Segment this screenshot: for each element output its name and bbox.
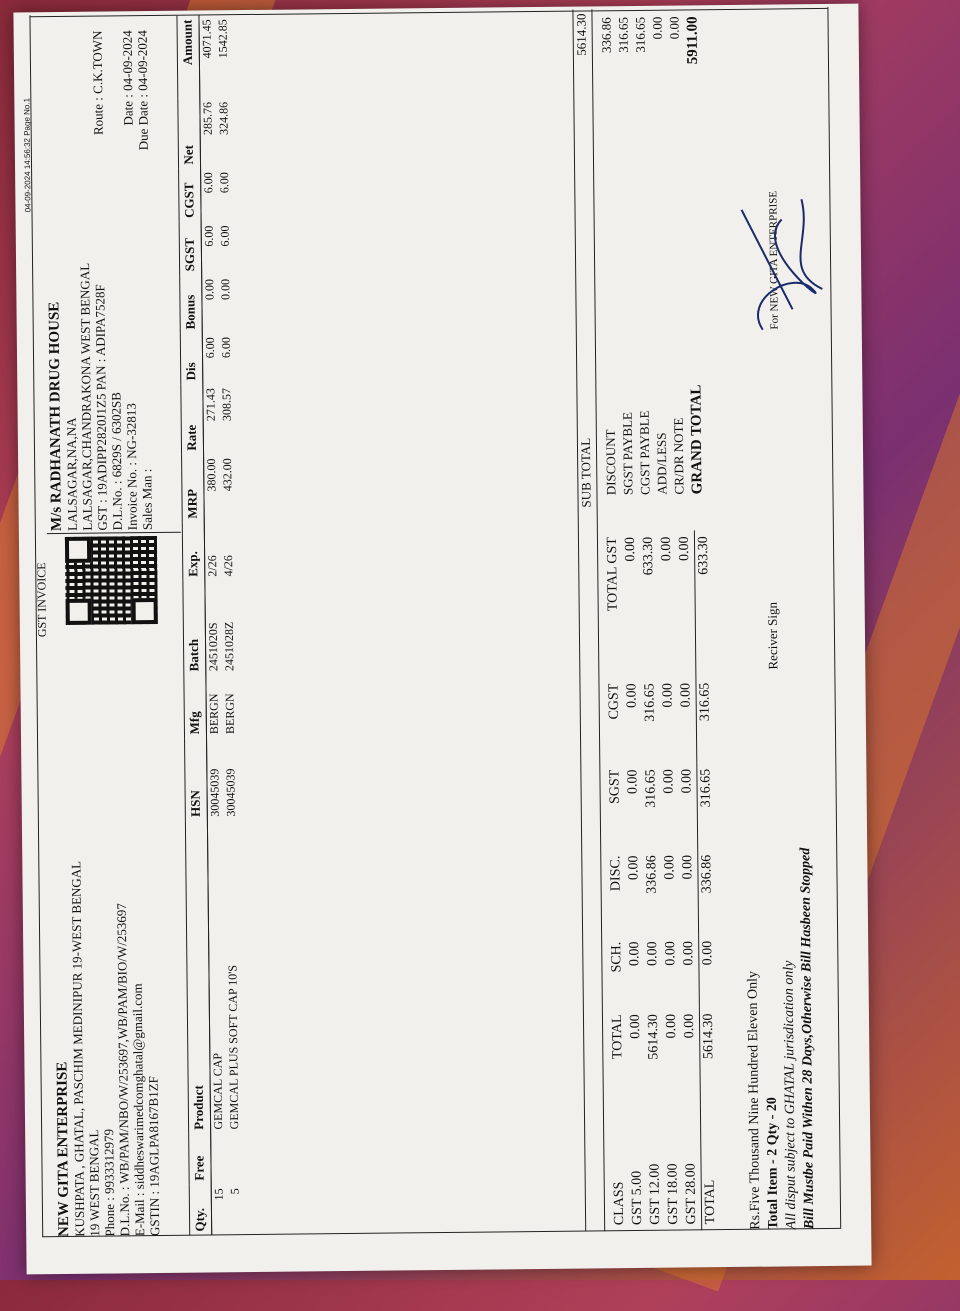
buyer-line-1: LALSAGAR,NA,NA: [63, 417, 81, 531]
cell-exp: 2/26: [205, 555, 220, 577]
class-total-cell: 316.65: [697, 763, 716, 849]
class-cell: 0.00: [628, 1014, 644, 1039]
col-rate: Rate: [181, 384, 204, 455]
cell-exp: 4/26: [220, 555, 236, 577]
summary-value: 336.86: [598, 17, 614, 54]
class-cell: 0.00: [624, 683, 640, 709]
cell-sgst: 6.00: [217, 225, 232, 247]
class-cell: 0.00: [623, 536, 639, 562]
buyer-line-2: LALSAGAR,CHANDRAKONA WEST BENGAL: [77, 262, 96, 531]
class-total-cell: TOTAL: [701, 1105, 721, 1230]
cell-hsn: 30045039: [207, 768, 222, 817]
class-cell: 0.00: [626, 855, 642, 881]
col-qty: Qty.: [189, 1185, 211, 1236]
col-bonus: Bonus: [180, 275, 203, 333]
invoice-footer: [744, 848, 820, 1230]
col-cgst: CGST: [179, 168, 201, 222]
class-cell: 0.00: [662, 855, 678, 880]
class-cell: 336.86: [644, 855, 660, 894]
class-total-cell: 633.30: [695, 530, 715, 677]
cell-amount: 1542.85: [215, 19, 230, 59]
summary-value: 316.65: [632, 16, 648, 53]
buyer-block: [44, 30, 156, 531]
items-table: [176, 15, 243, 1236]
col-net: Net: [178, 98, 201, 169]
summary-table: [598, 10, 707, 501]
cell-bonus: 0.00: [202, 278, 217, 301]
summary-label: CGST PAYBLE: [636, 410, 653, 495]
col-exp: Exp.: [182, 522, 205, 580]
qr-code-icon: [65, 536, 158, 625]
class-cell: GST 18.00: [665, 1163, 682, 1225]
buyer-name: M/s RADHANATH DRUG HOUSE: [46, 301, 65, 532]
cell-mrp: 380.00: [204, 458, 219, 492]
invoice-number: Invoice No. : NG-32813: [123, 403, 140, 531]
grand-total-label: GRAND TOTAL: [688, 384, 706, 495]
grand-total-value: 5911.00: [684, 16, 701, 65]
cell-mfg: BERGN: [222, 693, 237, 735]
class-cell: 0.00: [682, 1013, 698, 1039]
col-mfg: Mfg: [184, 675, 207, 738]
sub-total-label: SUB TOTAL: [577, 437, 594, 508]
cell-rate: 308.57: [219, 387, 234, 422]
amount-in-words: Rs.Five Thousand Nine Hundred Eleven Only: [745, 970, 764, 1230]
summary-row-grand-total: [683, 10, 707, 500]
class-cell: 633.30: [641, 536, 657, 576]
sub-total-value: 5614.30: [573, 13, 589, 56]
class-cell: 316.65: [643, 769, 659, 808]
page-header: 04-09-2024 14:56:32 Page No.1: [22, 97, 33, 213]
invoice-document: [21, 0, 864, 1247]
class-total-cell: 336.86: [698, 849, 717, 935]
gst-class-table: [604, 530, 721, 1231]
col-hsn: HSN: [185, 738, 208, 821]
class-cell: 0.00: [664, 1013, 680, 1039]
jurisdiction-note: All disput subject to GHATAL jurisdication only: [781, 960, 800, 1230]
invoice-paper: [13, 4, 871, 1275]
seller-address-1: KUSHPATA , GHATAL, PASCHIM MEDINIPUR 19-WEST BENGAL: [68, 860, 88, 1237]
cell-product: GEMCAL PLUS SOFT CAP 10'S: [225, 964, 241, 1130]
seller-name: NEW GITA ENTERPRISE: [54, 1061, 73, 1238]
seller-gstin: GSTIN : 19AGLPA8167B1ZF: [145, 1076, 163, 1237]
class-cell: 0.00: [663, 941, 679, 966]
due-date: Due Date : 04-09-2024: [134, 30, 151, 151]
summary-label: SGST PAYBLE: [619, 411, 636, 496]
seller-phone: Phone : 9933312979: [101, 1128, 118, 1237]
class-cell: 0.00: [661, 769, 677, 794]
seller-address-2: 19 WEST BENGAL: [86, 1129, 103, 1237]
class-cell: GST 12.00: [647, 1163, 664, 1225]
cell-amount: 4071.45: [199, 19, 214, 59]
col-product: Product: [185, 821, 210, 1134]
buyer-gst-pan: GST : 19ADIPP2820J1Z5 PAN : ADIPA7528F: [92, 284, 110, 531]
class-col-cgst: CGST: [606, 683, 622, 720]
class-cell: 0.00: [681, 940, 697, 966]
signature-icon: [721, 189, 843, 350]
cell-batch: 2451020S: [205, 622, 221, 672]
class-cell: 0.00: [625, 769, 641, 795]
sales-man: Sales Man :: [139, 468, 155, 531]
class-cell: GST 28.00: [683, 1163, 700, 1225]
class-col-disc: DISC.: [608, 855, 624, 892]
class-col-sgst: SGST: [607, 769, 623, 804]
cell-dis: 6.00: [218, 337, 233, 359]
cell-hsn: 30045039: [223, 768, 238, 817]
class-cell: 0.00: [645, 941, 661, 966]
summary-value: 0.00: [649, 16, 665, 40]
cell-free: [227, 1133, 243, 1184]
class-col-total-gst: TOTAL GST: [604, 537, 621, 612]
cell-batch: 2451028Z: [221, 621, 237, 672]
class-col-sch: SCH.: [609, 941, 625, 973]
class-cell: 316.65: [642, 683, 659, 722]
seller-email: E-Mail : siddheswarimedcomghatal@gmail.com: [129, 983, 148, 1237]
receiver-sign: Reciver Sign: [764, 601, 781, 670]
class-cell: GST 5.00: [629, 1170, 646, 1226]
payment-terms: Bill Mustbe Paid Withen 28 Days,Otherwise Bill Hasbeen Stopped: [798, 847, 818, 1230]
col-dis: Dis: [180, 333, 202, 384]
summary-label: ADD/LESS: [653, 432, 670, 495]
cell-rate: 271.43: [203, 388, 218, 422]
cell-mrp: 432.00: [219, 458, 235, 492]
cell-qty: 5: [227, 1188, 242, 1195]
class-cell: 0.00: [660, 683, 677, 708]
col-sgst: SGST: [179, 222, 201, 276]
class-col-total: TOTAL: [609, 1014, 626, 1060]
for-company: For NEW GITA ENTERPRISE: [767, 190, 781, 330]
summary-value: 0.00: [666, 16, 682, 40]
class-total-cell: 0.00: [699, 935, 718, 1008]
seller-block: [49, 556, 163, 1237]
cell-cgst: 6.00: [201, 172, 216, 194]
col-amount: Amount: [177, 16, 200, 99]
cell-qty: 15: [211, 1188, 226, 1201]
class-cell: 0.00: [679, 768, 696, 794]
col-batch: Batch: [183, 581, 206, 676]
cell-mfg: BERGN: [206, 693, 221, 735]
cell-sgst: 6.00: [201, 225, 216, 247]
class-cell: 0.00: [627, 941, 643, 967]
seller-dl: D.L.No. : WB/PAM/NBO/W/253697,WB/PAM/BIO/W/253697: [113, 903, 133, 1237]
doc-title: GST INVOICE: [34, 562, 49, 638]
class-cell: 5614.30: [646, 1014, 662, 1060]
total-items-qty: Total Item - 2 Qty - 20: [764, 1097, 782, 1230]
class-cell: 0.00: [680, 854, 696, 880]
cell-free: [211, 1133, 228, 1184]
cell-net: 285.76: [200, 101, 215, 136]
col-mrp: MRP: [182, 455, 205, 523]
cell-net: 324.86: [216, 101, 231, 135]
class-cell: 0.00: [677, 536, 693, 562]
class-cell: 0.00: [678, 682, 695, 708]
class-total-cell: 316.65: [696, 677, 715, 763]
cell-cgst: 6.00: [216, 172, 232, 194]
class-cell: 0.00: [659, 536, 675, 562]
summary-label: DISCOUNT: [602, 429, 619, 496]
invoice-frame: [29, 7, 850, 1237]
cell-bonus: 0.00: [217, 278, 233, 300]
invoice-date: Date : 04-09-2024: [119, 30, 136, 126]
summary-value: 316.65: [615, 16, 631, 53]
class-col-class: CLASS: [611, 1181, 628, 1226]
class-total-cell: 5614.30: [700, 1007, 720, 1105]
summary-label: CR/DR NOTE: [670, 417, 687, 495]
col-free: Free: [189, 1134, 211, 1185]
buyer-route: Route : C.K.TOWN: [89, 30, 106, 136]
cell-product: GEMCAL CAP: [210, 1052, 226, 1130]
cell-dis: 6.00: [202, 337, 217, 359]
buyer-dl: D.L.No. : 6829S / 6302SB: [108, 391, 125, 531]
